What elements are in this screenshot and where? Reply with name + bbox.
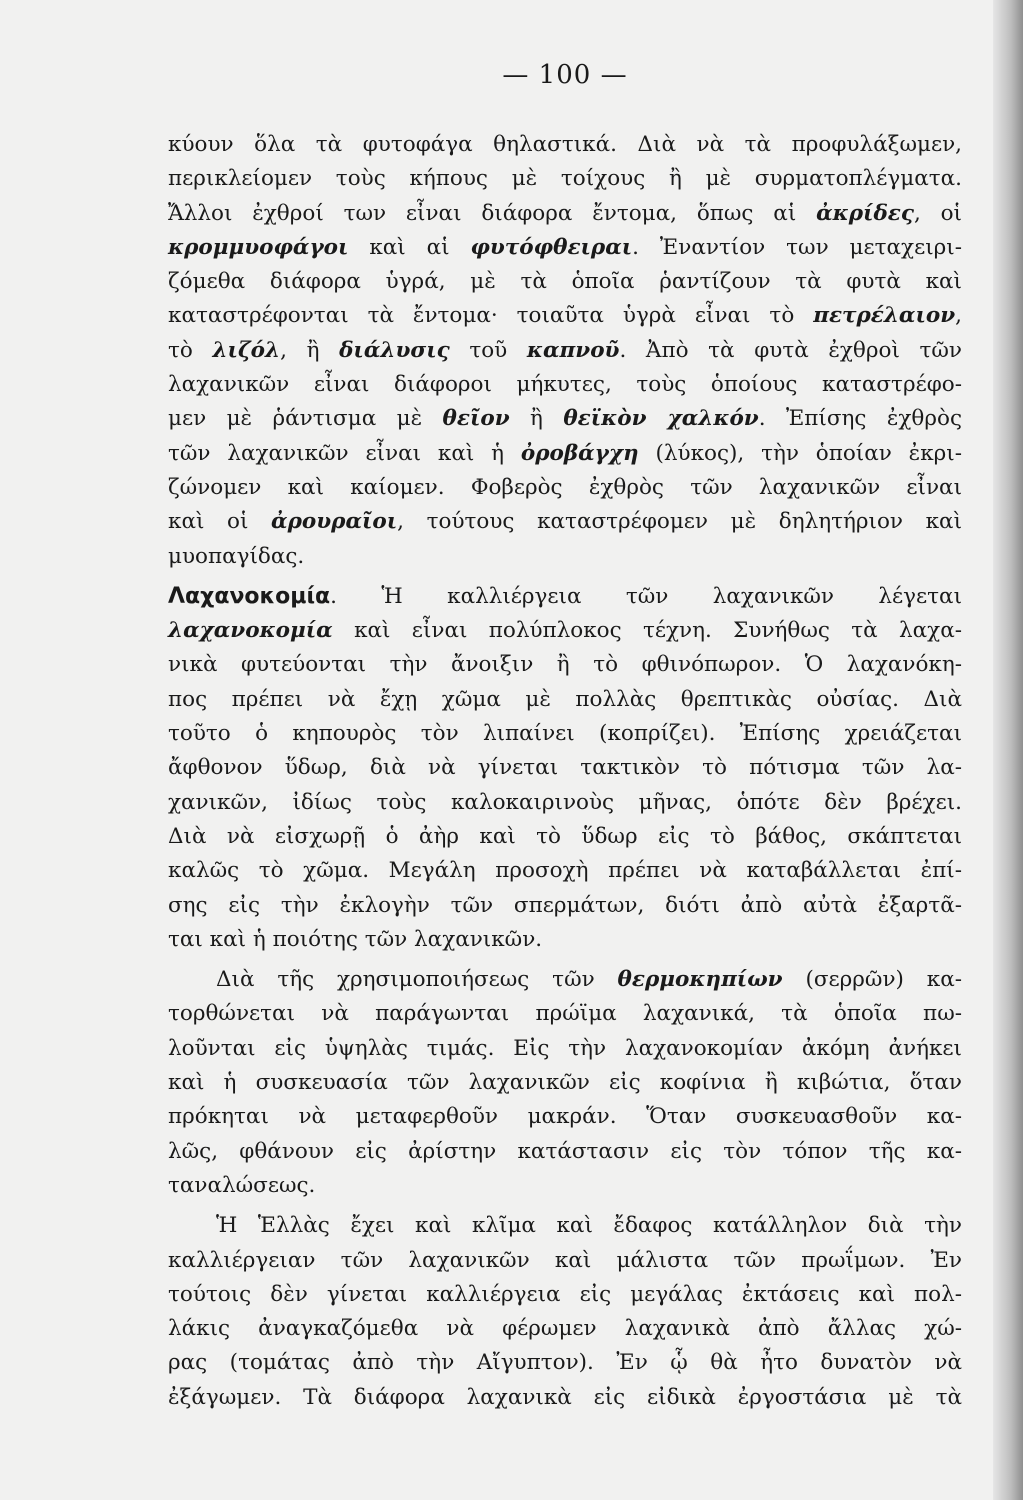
text-run: κύουν ὅλα τὰ φυτοφάγα θηλαστικά. Διὰ νὰ τὰ προφυλάξωμεν,: [168, 132, 962, 157]
text-run: μεν μὲ ῥάντισμα μὲ: [168, 406, 443, 432]
text-run: καὶ οἱ: [168, 509, 272, 535]
text-line: [168, 540, 962, 574]
text-run: καὶ εἶναι πολύπλοκος τέχνη. Συνήθως τὰ λαχα-: [332, 618, 962, 644]
text-line: [168, 786, 962, 820]
text-run: τούτοις δὲν γίνεται καλλιέργεια εἰς μεγάλας ἐκτάσεις καὶ πολ-: [168, 1281, 962, 1307]
text-line: [168, 402, 962, 436]
text-run: χανικῶν, ἰδίως τοὺς καλοκαιρινοὺς μῆνας, ὁπότε δὲν βρέχει.: [168, 789, 962, 815]
text-line: [168, 1346, 962, 1380]
text-run: (σερρῶν) κα-: [782, 967, 962, 993]
text-run: μυοπαγίδας.: [168, 543, 305, 569]
text-run: ἐξάγωμεν. Τὰ διάφορα λαχανικὰ εἰς εἰδικὰ ἐργοστάσια μὲ τὰ: [168, 1384, 962, 1410]
emphasized-term: θερμοκηπίων: [617, 967, 783, 993]
book-spine-shadow: [993, 0, 1023, 1500]
text-run: ζώνομεν καὶ καίομεν. Φοβερὸς ἐχθρὸς τῶν λαχανικῶν εἶναι: [168, 474, 962, 500]
text-line: [168, 231, 962, 265]
text-run: περικλείομεν τοὺς κήπους μὲ τοίχους ἢ μὲ συρματοπλέγματα.: [168, 166, 962, 192]
text-line: [168, 1066, 962, 1100]
text-line: [168, 820, 962, 854]
text-run: . Ἡ καλλιέργεια τῶν λαχανικῶν λέγεται: [330, 583, 962, 609]
text-line: [168, 1278, 962, 1312]
text-run: τοῦ: [449, 337, 527, 363]
text-line: [168, 299, 962, 333]
text-run: πος πρέπει νὰ ἔχῃ χῶμα μὲ πολλὰς θρεπτικὰς οὐσίας. Διὰ: [168, 686, 962, 712]
section-heading: Λαχανοκομία: [168, 583, 331, 609]
text-run: . Ἐναντίον των μεταχειρι-: [632, 234, 962, 260]
emphasized-term: θεϊκὸν χαλκόν: [563, 406, 759, 432]
text-line: [168, 162, 962, 196]
text-line: [168, 1381, 962, 1415]
text-run: ρας (τομάτας ἀπὸ τὴν Αἴγυπτον). Ἐν ᾧ θὰ ἦτο δυνατὸν νὰ: [168, 1350, 962, 1376]
text-line: [168, 580, 962, 614]
text-run: Ἡ Ἑλλὰς ἔχει καὶ κλῖμα καὶ ἔδαφος κατάλληλον διὰ τὴν: [216, 1213, 962, 1239]
emphasized-term: καπνοῦ: [526, 337, 620, 363]
text-run: . Ἐπίσης ἐχθρὸς: [758, 406, 962, 432]
emphasized-term: ἀκρίδες: [816, 200, 914, 226]
page-number: — 100 —: [502, 60, 628, 90]
text-run: λαχανικῶν εἶναι διάφοροι μήκυτες, τοὺς ὁποίους καταστρέφο-: [168, 372, 962, 398]
text-run: τοῦτο ὁ κηπουρὸς τὸν λιπαίνει (κοπρίζει). Ἐπίσης χρειάζεται: [168, 721, 962, 747]
text-line: [168, 1244, 962, 1278]
text-run: , τούτους καταστρέφομεν μὲ δηλητήριον καὶ: [397, 509, 962, 535]
text-line: [168, 717, 962, 751]
text-line: [168, 1100, 962, 1134]
text-line: [168, 368, 962, 402]
text-line: [168, 923, 962, 957]
text-run: (λύκος), τὴν ὁποίαν ἐκρι-: [638, 440, 962, 466]
text-run: ταναλώσεως.: [168, 1172, 316, 1198]
text-run: καὶ ἡ συσκευασία τῶν λαχανικῶν εἰς κοφίνια ἢ κιβώτια, ὅταν: [168, 1070, 962, 1096]
text-line: [168, 1032, 962, 1066]
text-run: σης εἰς τὴν ἐκλογὴν τῶν σπερμάτων, διότι ἀπὸ αὐτὰ ἐξαρτᾶ-: [168, 892, 962, 918]
emphasized-term: λιζόλ: [212, 337, 281, 363]
emphasized-term: ἀρουραῖοι: [271, 509, 398, 535]
text-line: [168, 963, 962, 997]
text-line: [168, 1312, 962, 1346]
text-run: ἄφθονον ὕδωρ, διὰ νὰ γίνεται τακτικὸν τὸ πότισμα τῶν λα-: [168, 755, 962, 781]
text-run: Διὰ τῆς χρησιμοποιήσεως τῶν: [216, 967, 618, 993]
text-line: [168, 471, 962, 505]
text-line: [168, 437, 962, 471]
text-run: τῶν λαχανικῶν εἶναι καὶ ἡ: [168, 440, 521, 466]
text-line: [168, 614, 962, 648]
text-run: καταστρέφονται τὰ ἔντομα· τοιαῦτα ὑγρὰ εἶναι τὸ: [168, 303, 814, 329]
body-text: [168, 128, 962, 1415]
emphasized-term: διάλυσις: [339, 337, 450, 363]
text-run: λάκις ἀναγκαζόμεθα νὰ φέρωμεν λαχανικὰ ἀπὸ ἄλλας χώ-: [168, 1316, 962, 1342]
text-line: [168, 1169, 962, 1203]
text-run: ,: [955, 303, 962, 329]
text-line: [168, 334, 962, 368]
text-run: πρόκηται νὰ μεταφερθοῦν μακράν. Ὅταν συσκευασθοῦν κα-: [168, 1104, 962, 1130]
emphasized-term: λαχανοκομία: [168, 618, 333, 644]
emphasized-term: θεῖον: [442, 406, 510, 432]
text-line: [168, 128, 962, 162]
text-run: καλῶς τὸ χῶμα. Μεγάλη προσοχὴ πρέπει νὰ καταβάλλεται ἐπί-: [168, 858, 962, 884]
text-run: καλλιέργειαν τῶν λαχανικῶν καὶ μάλιστα τῶν πρωΐμων. Ἐν: [168, 1247, 962, 1273]
text-line: [168, 889, 962, 923]
emphasized-term: κρομμυοφάγοι: [168, 234, 349, 260]
text-run: λοῦνται εἰς ὑψηλὰς τιμάς. Εἰς τὴν λαχανοκομίαν ἀκόμη ἀνήκει: [168, 1035, 962, 1061]
text-line: [168, 1135, 962, 1169]
text-line: [168, 683, 962, 717]
text-line: [168, 997, 962, 1031]
text-run: Διὰ νὰ εἰσχωρῇ ὁ ἀὴρ καὶ τὸ ὕδωρ εἰς τὸ βάθος, σκάπτεται: [168, 823, 962, 849]
text-run: . Ἀπὸ τὰ φυτὰ ἐχθροὶ τῶν: [619, 337, 962, 363]
text-line: [168, 648, 962, 682]
text-line: [168, 197, 962, 231]
text-run: , ἢ: [280, 337, 340, 363]
text-run: ἢ: [509, 406, 564, 432]
text-run: ζόμεθα διάφορα ὑγρά, μὲ τὰ ὁποῖα ῥαντίζουν τὰ φυτὰ καὶ: [168, 269, 962, 295]
text-line: [168, 1209, 962, 1243]
text-run: Ἄλλοι ἐχθροί των εἶναι διάφορα ἔντομα, ὅπως αἱ: [168, 200, 817, 226]
emphasized-term: φυτόφθειραι: [470, 234, 633, 260]
text-run: , οἱ: [913, 200, 962, 226]
emphasized-term: ὀροβάγχη: [520, 440, 639, 466]
text-line: [168, 751, 962, 785]
text-run: λῶς, φθάνουν εἰς ἀρίστην κατάστασιν εἰς τὸν τόπον τῆς κα-: [168, 1138, 962, 1164]
text-line: [168, 505, 962, 539]
text-line: [168, 265, 962, 299]
text-run: καὶ αἱ: [348, 234, 471, 260]
text-run: τορθώνεται νὰ παράγωνται πρώϊμα λαχανικά, τὰ ὁποῖα πω-: [168, 1001, 962, 1027]
emphasized-term: πετρέλαιον: [813, 303, 956, 329]
text-run: τὸ: [168, 337, 213, 363]
text-run: νικὰ φυτεύονται τὴν ἄνοιξιν ἢ τὸ φθινόπωρον. Ὁ λαχανόκη-: [168, 652, 962, 678]
text-line: [168, 854, 962, 888]
text-run: ται καὶ ἡ ποιότης τῶν λαχανικῶν.: [168, 926, 543, 952]
